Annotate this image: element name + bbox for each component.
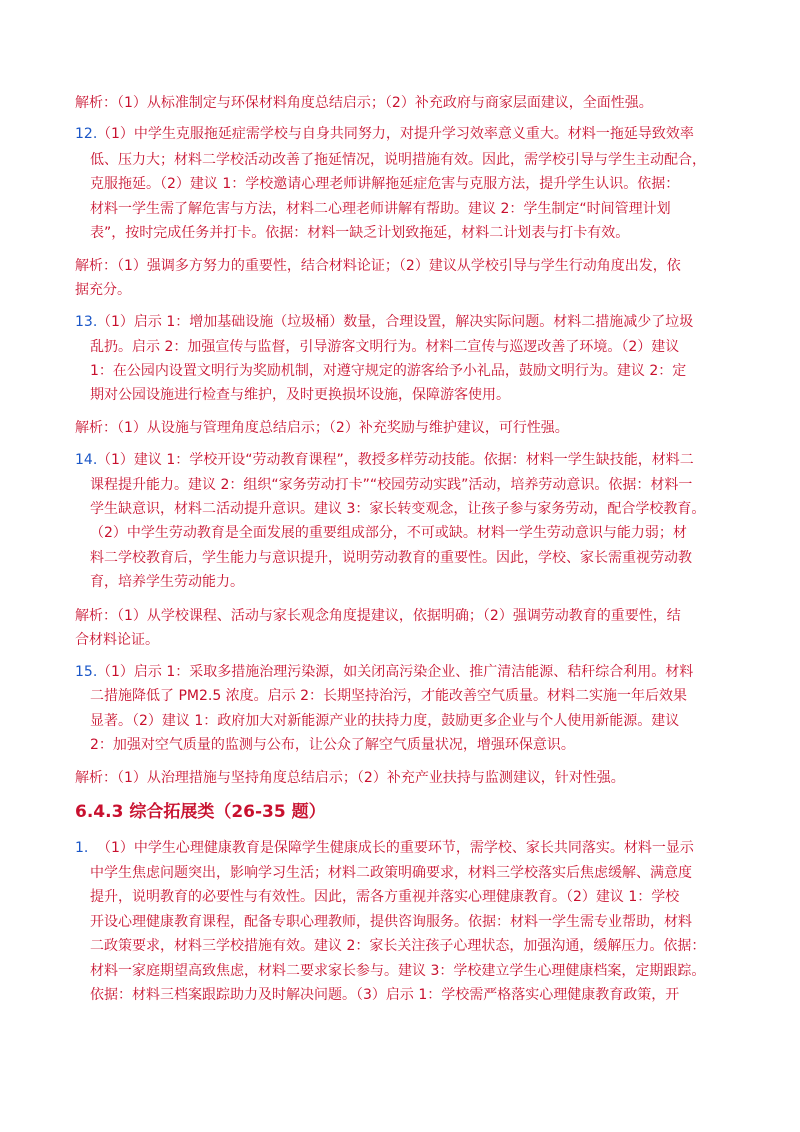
answer-line: 开设心理健康教育课程，配备专职心理教师，提供咨询服务。依据：材料一学生需专业帮助，材料 xyxy=(90,914,692,930)
answer-line: 课程提升能力。建议 2：组织“家务劳动打卡”“校园劳动实践”活动，培养劳动意识。依据：材料一 xyxy=(90,477,693,493)
analysis-line: 合材料论证。 xyxy=(75,632,159,648)
item-number-1: 1. xyxy=(75,840,89,856)
answer-line: 显著。（2）建议 1：政府加大对新能源产业的扶持力度，鼓励更多企业与个人使用新能源。建议 xyxy=(90,713,680,729)
answer-line: 依据：材料三档案跟踪助力及时解决问题。（3）启示 1：学校需严格落实心理健康教育政策，开 xyxy=(90,987,680,1003)
answer-line: 克服拖延。（2）建议 1：学校邀请心理老师讲解拖延症危害与克服方法，提升学生认识。依据： xyxy=(90,176,680,192)
answer-line: 二措施降低了 PM2.5 浓度。启示 2：长期坚持治污，才能改善空气质量。材料二实施一年后效果 xyxy=(90,688,688,704)
analysis-line: 解析：（1）从治理措施与坚持角度总结启示；（2）补充产业扶持与监测建议，针对性强。 xyxy=(75,770,625,786)
answer-line: （2）中学生劳动教育是全面发展的重要组成部分，不可或缺。材料一学生劳动意识与能力弱；材 xyxy=(90,525,687,541)
answer-line: 低、压力大；材料二学校活动改善了拖延情况，说明措施有效。因此，需学校引导与学生主动配合， xyxy=(90,152,706,168)
answer-line: （1）启示 1：增加基础设施（垃圾桶）数量，合理设置，解决实际问题。材料二措施减少了垃圾 xyxy=(97,314,694,330)
answer-line: 中学生焦虑问题突出，影响学习生活；材料二政策明确要求，材料三学校落实后焦虑缓解、满意度 xyxy=(90,865,692,881)
answer-line: 材料一家庭期望高致焦虑，材料二要求家长参与。建议 3：学校建立学生心理健康档案，定期跟踪。 xyxy=(90,963,706,979)
answer-line: （1）中学生克服拖延症需学校与自身共同努力，对提升学习效率意义重大。材料一拖延导致效率 xyxy=(97,126,694,142)
answer-line: （1）启示 1：采取多措施治理污染源，如关闭高污染企业、推广清洁能源、秸秆综合利用。材料 xyxy=(97,664,694,680)
answer-line: 2：加强对空气质量的监测与公布，让公众了解空气质量状况，增强环保意识。 xyxy=(90,737,575,753)
answer-line: 乱扔。启示 2：加强宣传与监督，引导游客文明行为。材料二宣传与巡逻改善了环境。（2）建议 xyxy=(90,339,680,355)
item-number-13: 13. xyxy=(75,314,98,330)
answer-line: 材料一学生需了解危害与方法，材料二心理老师讲解有帮助。建议 2：学生制定“时间管理计划 xyxy=(90,201,671,217)
analysis-line: 解析：（1）强调多方努力的重要性，结合材料论证；（2）建议从学校引导与学生行动角度出发，依 xyxy=(75,258,681,274)
answer-line: 1：在公园内设置文明行为奖励机制，对遵守规定的游客给予小礼品，鼓励文明行为。建议 2：定 xyxy=(90,363,687,379)
analysis-line: 据充分。 xyxy=(75,282,131,298)
analysis-line: 解析：（1）从学校课程、活动与家长观念角度提建议，依据明确；（2）强调劳动教育的重要性，结 xyxy=(75,608,681,624)
section-heading: 6.4.3 综合拓展类（26-35 题） xyxy=(75,802,326,822)
answer-line: 期对公园设施进行检查与维护，及时更换损坏设施，保障游客使用。 xyxy=(90,387,510,403)
answer-line: 提升，说明教育的必要性与有效性。因此，需各方重视并落实心理健康教育。（2）建议 1：学校 xyxy=(90,889,680,905)
answer-line: 表”，按时完成任务并打卡。依据：材料一缺乏计划致拖延，材料二计划表与打卡有效。 xyxy=(90,225,630,241)
item-number-14: 14. xyxy=(75,452,98,468)
answer-line: 学生缺意识，材料二活动提升意识。建议 3：家长转变观念，让孩子参与家务劳动，配合学校教育。 xyxy=(90,501,706,517)
analysis-line: 解析：（1）从标准制定与环保材料角度总结启示；（2）补充政府与商家层面建议，全面性强。 xyxy=(75,95,653,111)
analysis-line: 解析：（1）从设施与管理角度总结启示；（2）补充奖励与维护建议，可行性强。 xyxy=(75,420,569,436)
answer-line: （1）中学生心理健康教育是保障学生健康成长的重要环节，需学校、家长共同落实。材料一显示 xyxy=(97,840,694,856)
item-number-15: 15. xyxy=(75,664,98,680)
answer-line: （1）建议 1：学校开设“劳动教育课程”，教授多样劳动技能。依据：材料一学生缺技能，材料二 xyxy=(97,452,694,468)
answer-line: 二政策要求，材料三学校措施有效。建议 2：家长关注孩子心理状态，加强沟通，缓解压力。依据： xyxy=(90,938,706,954)
answer-line: 育，培养学生劳动能力。 xyxy=(90,574,244,590)
answer-line: 料二学校教育后，学生能力与意识提升，说明劳动教育的重要性。因此，学校、家长需重视劳动教 xyxy=(90,550,692,566)
item-number-12: 12. xyxy=(75,126,98,142)
